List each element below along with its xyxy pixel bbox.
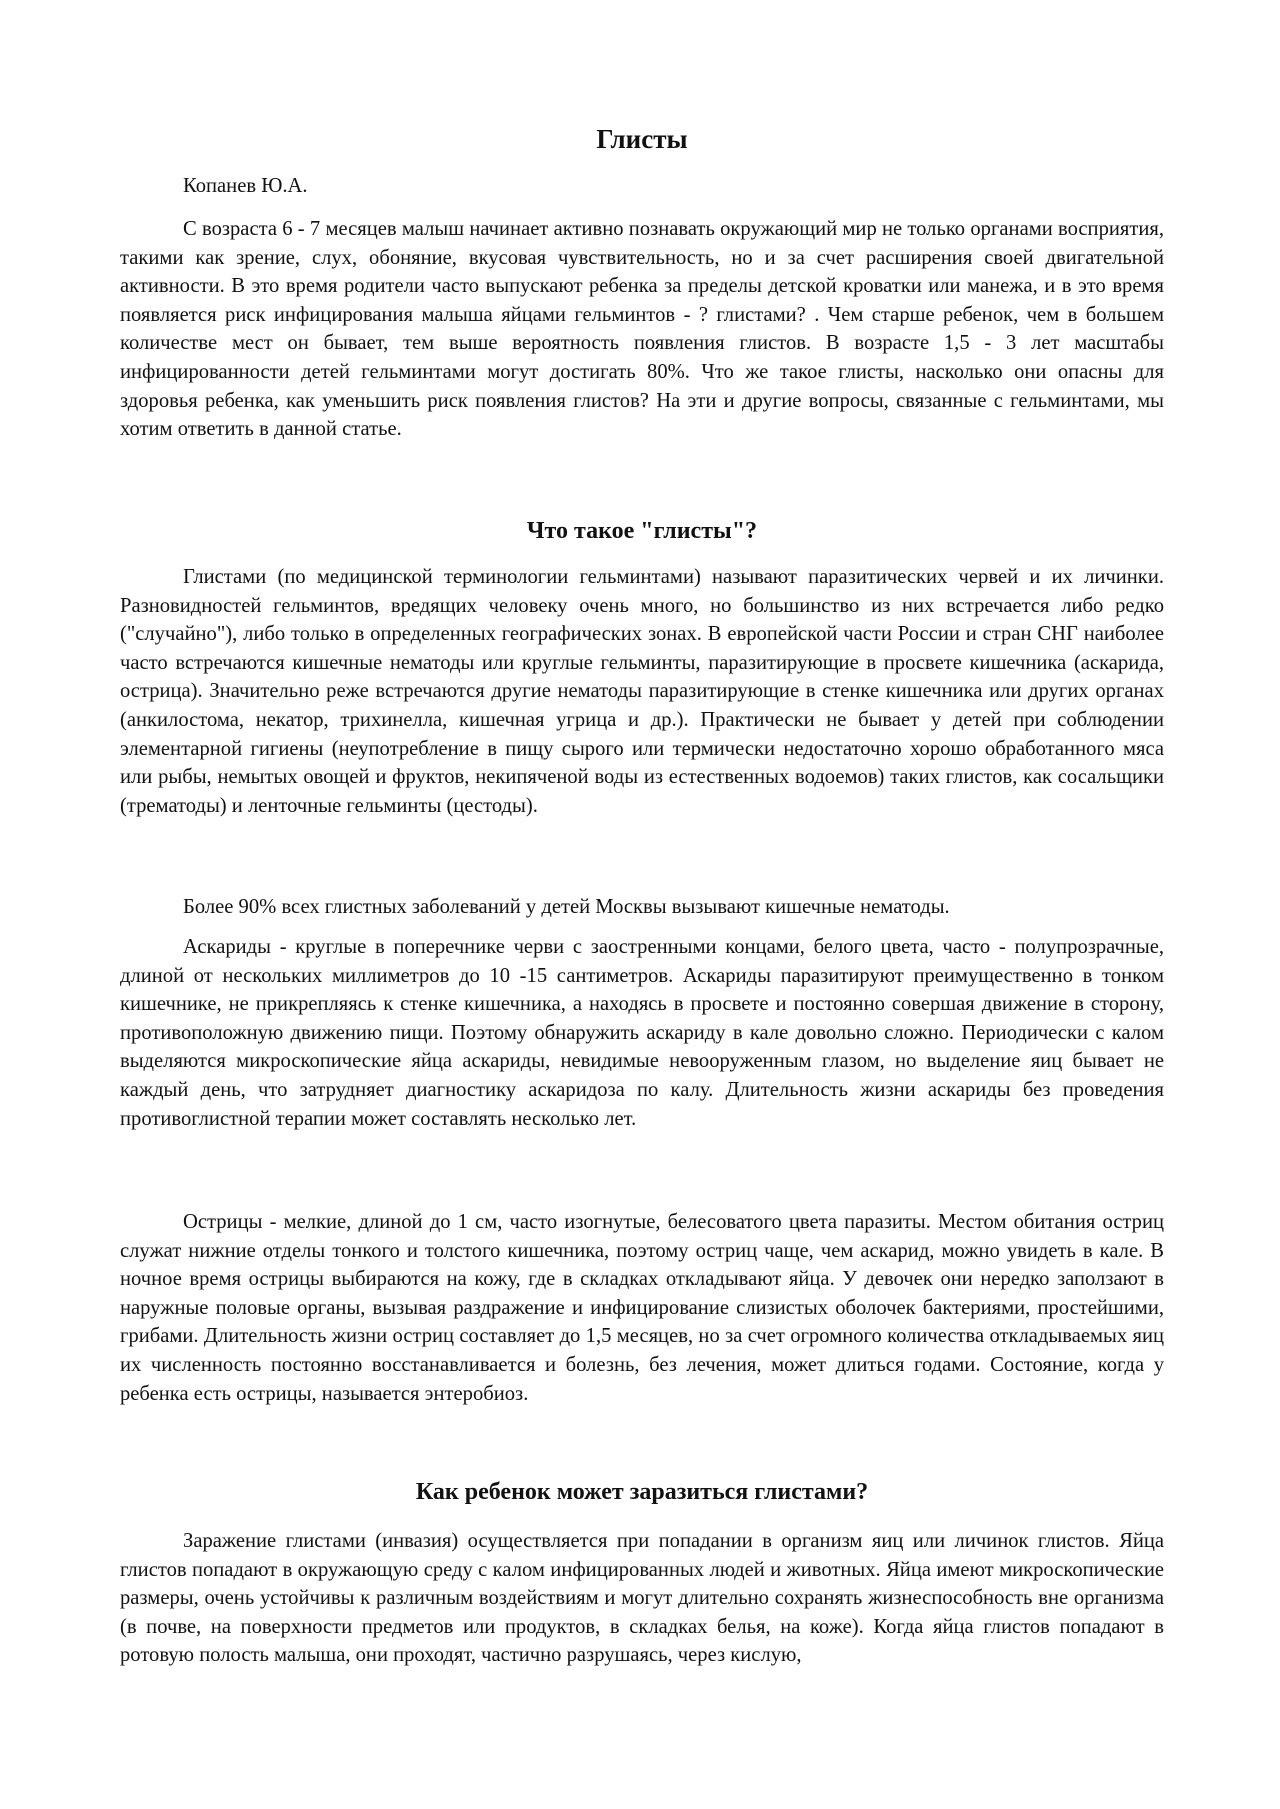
page-title: Глисты — [596, 124, 688, 154]
author: Копанев Ю.А. — [183, 175, 308, 197]
paragraph: Аскариды - круглые в поперечнике черви с заостренными концами, белого цвета, часто - полупрозрачные, длиной от нескольких миллиметров до 10 -15 сантиметров. Аскариды паразитируют преимущественно в тонком кишечнике, не прикрепляясь к стенке кишечника, а находясь в просвете и постоянно совершая движение в сторону, противоположную движению пищи. Поэтому обнаружить аскариду в кале довольно сложно. Периодически с калом выделяются микроскопические яйца аскариды, невидимые невооруженным глазом, но выделение яиц бывает не каждый день, что затрудняет диагностику аскаридоза по калу. Длительность жизни аскариды без проведения противоглистной терапии может составлять несколько лет. — [120, 936, 1164, 1130]
paragraph: Заражение глистами (инвазия) осуществляется при попадании в организм яиц или личинок глистов. Яйца глистов попадают в окружающую среду с калом инфицированных людей и животных. Яйца имеют микроскопические размеры, очень устойчивы к различным воздействиям и могут длительно сохранять жизнеспособность вне организма (в почве, на поверхности предметов или продуктов, в складках белья, на коже). Когда яйца глистов попадают в ротовую полость малыша, они проходят, частично разрушаясь, через кислую, — [120, 1530, 1164, 1667]
section-heading-what-are-worms: Что такое "глисты"? — [526, 518, 758, 544]
paragraph-intro: С возраста 6 - 7 месяцев малыш начинает активно познавать окружающий мир не только органами восприятия, такими как зрение, слух, обоняние, вкусовая чувствительность, но и за счет расширения своей двигательной активности. В это время родители часто выпускают ребенка за пределы детской кроватки или манежа, и в это время появляется риск инфицирования малыша яйцами гельминтов - ? глистами? . Чем старше ребенок, чем в большем количестве мест он бывает, тем выше вероятность появления глистов. В возрасте 1,5 - 3 лет масштабы инфицированности детей гельминтами могут достигать 80%. Что же такое глисты, насколько они опасны для здоровья ребенка, как уменьшить риск появления глистов? На эти и другие вопросы, связанные с гельминтами, мы хотим ответить в данной статье. — [120, 218, 1164, 441]
section-heading-infection: Как ребенок может заразиться глистами? — [415, 1479, 869, 1505]
paragraph: Острицы - мелкие, длиной до 1 см, часто изогнутые, белесоватого цвета паразиты. Местом обитания остриц служат нижние отделы тонкого и толстого кишечника, поэтому остриц чаще, чем аскарид, можно увидеть в кале. В ночное время острицы выбираются на кожу, где в складках откладывают яйца. У девочек они нередко заползают в наружные половые органы, вызывая раздражение и инфицирование слизистых оболочек бактериями, простейшими, грибами. Длительность жизни остриц составляет до 1,5 месяцев, но за счет огромного количества откладываемых яиц их численность постоянно восстанавливается и болезнь, без лечения, может длиться годами. Состояние, когда у ребенка есть острицы, называется энтеробиоз. — [120, 1211, 1164, 1405]
paragraph: Более 90% всех глистных заболеваний у детей Москвы вызывают кишечные нематоды. — [183, 896, 950, 918]
paragraph: Глистами (по медицинской терминологии гельминтами) называют паразитических червей и их личинки. Разновидностей гельминтов, вредящих человеку очень много, но большинство из них встречается либо редко ("случайно"), либо только в определенных географических зонах. В европейской части России и стран СНГ наиболее часто встречаются кишечные нематоды или круглые гельминты, паразитирующие в просвете кишечника (аскарида, острица). Значительно реже встречаются другие нематоды паразитирующие в стенке кишечника или других органах (анкилостома, некатор, трихинелла, кишечная угрица и др.). Практически не бывает у детей при соблюдении элементарной гигиены (неупотребление в пищу сырого или термически недостаточно хорошо обработанного мяса или рыбы, немытых овощей и фруктов, некипяченой воды из естественных водоемов) таких глистов, как сосальщики (трематоды) и ленточные гельминты (цестоды). — [120, 566, 1164, 817]
